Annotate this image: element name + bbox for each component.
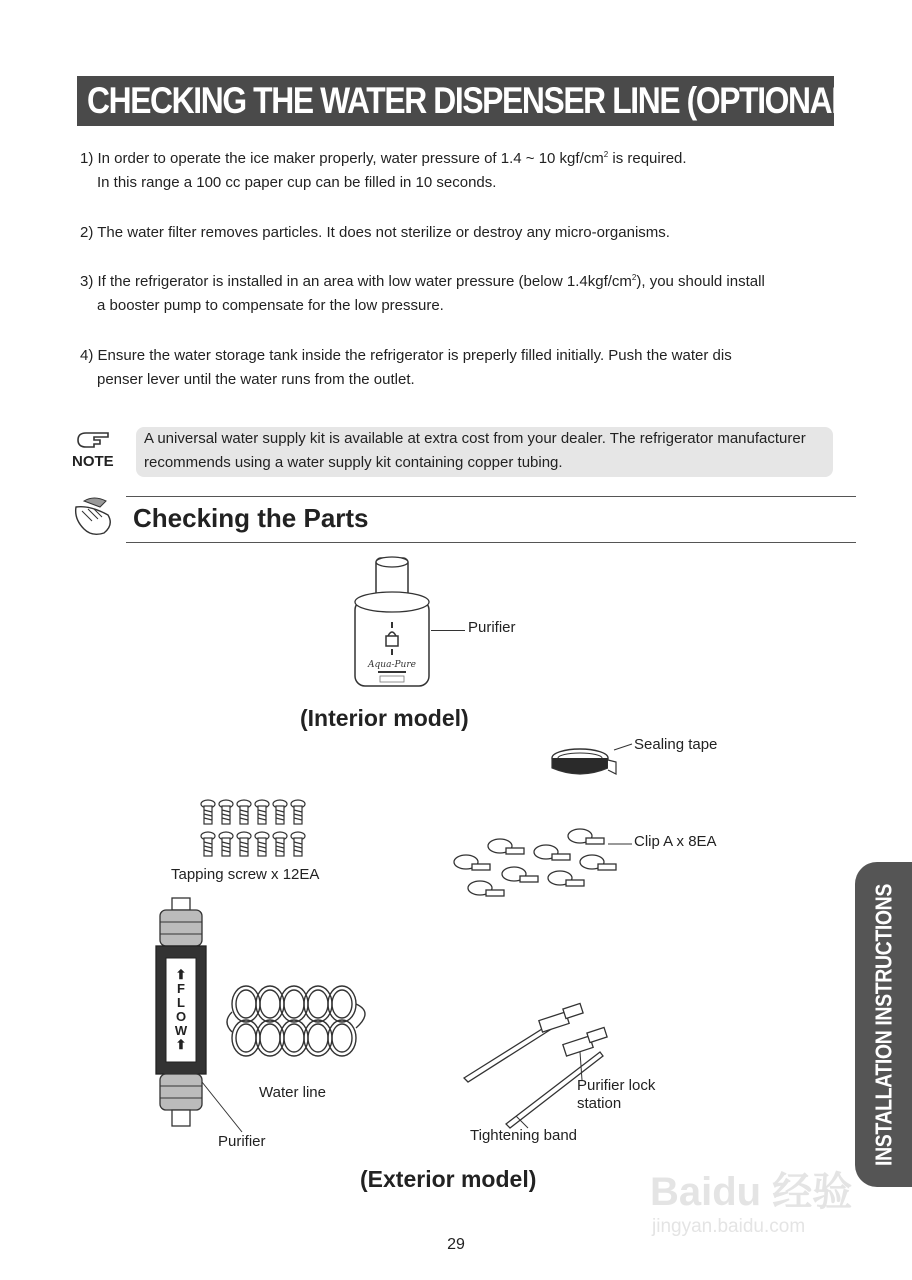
flow-letter-w: W xyxy=(174,1023,188,1038)
interior-purifier-illustration xyxy=(350,552,440,692)
instruction-item-2 xyxy=(80,221,670,245)
side-tab xyxy=(855,862,912,1187)
tapping-screws-illustration xyxy=(198,796,310,862)
page-number: 29 xyxy=(447,1236,465,1253)
section-bottom-rule xyxy=(126,542,856,543)
flow-up-arrow-icon-2: ⬆ xyxy=(175,1037,187,1052)
clip-label: Clip A x 8EA xyxy=(634,833,717,850)
interior-purifier-leader xyxy=(431,630,465,631)
exterior-model-heading: (Exterior model) xyxy=(360,1166,537,1192)
item-1-sup: 2 xyxy=(603,150,609,159)
note-line1: A universal water supply kit is available at extra cost from your dealer. The refrigerator manufacturer xyxy=(144,430,806,447)
flow-letter-o: O xyxy=(175,1009,187,1024)
flow-up-arrow-icon: ⬆ xyxy=(175,967,187,982)
item-2-line1: 2) The water filter removes particles. It does not sterilize or destroy any micro-organisms. xyxy=(80,224,670,241)
section-title: Checking the Parts xyxy=(133,503,369,533)
clips-illustration xyxy=(448,822,623,904)
item-3-sup: 2 xyxy=(631,273,637,282)
instruction-item-1 xyxy=(80,147,687,195)
interior-model-heading: (Interior model) xyxy=(300,705,469,731)
instruction-item-3 xyxy=(80,270,765,318)
interior-purifier-label: Purifier xyxy=(468,619,516,636)
section-top-rule xyxy=(126,496,856,497)
tapping-screw-label: Tapping screw x 12EA xyxy=(171,866,320,883)
exterior-purifier-leader xyxy=(200,1080,250,1136)
item-3-line1-pre: 3) If the refrigerator is installed in an area with low water pressure (below 1.4kgf/cm xyxy=(80,273,632,290)
watermark-url: jingyan.baidu.com xyxy=(652,1216,806,1237)
waving-hand-icon xyxy=(70,493,120,539)
flow-letter-l: L xyxy=(177,995,185,1010)
item-1-line1-pre: 1) In order to operate the ice maker properly, water pressure of 1.4 ~ 10 kgf/cm xyxy=(80,150,604,167)
side-tab-label: INSTALLATION INSTRUCTIONS xyxy=(870,883,896,1166)
instruction-item-4 xyxy=(80,344,732,392)
pointing-hand-icon xyxy=(76,429,112,451)
note-line2: recommends using a water supply kit containing copper tubing. xyxy=(144,454,563,471)
item-1-line1-post: is required. xyxy=(608,150,687,167)
note-box xyxy=(136,427,833,477)
page-title: CHECKING THE WATER DISPENSER LINE (OPTIONAL) xyxy=(87,80,859,121)
page-title-bar xyxy=(77,76,859,126)
item-3-line1-post: ), you should install xyxy=(636,273,765,290)
purifier-brand-text: Aqua-Pure xyxy=(368,660,416,670)
flow-label xyxy=(166,968,196,1052)
watermark-logo: Baidu 经验 xyxy=(650,1170,853,1214)
item-4-line2: penser lever until the water runs from the outlet. xyxy=(97,371,415,388)
lock-station-label-line1: Purifier lock xyxy=(577,1077,656,1094)
note-label: NOTE xyxy=(72,453,114,470)
item-3-line2: a booster pump to compensate for the low pressure. xyxy=(97,297,444,314)
item-4-line1: 4) Ensure the water storage tank inside the refrigerator is preperly filled initially. Push the water dis xyxy=(80,347,732,364)
lock-station-label-line2: station xyxy=(577,1095,622,1112)
tightening-band-label: Tightening band xyxy=(470,1127,578,1144)
sealing-tape-illustration xyxy=(550,738,640,788)
flow-letter-f: F xyxy=(177,981,185,996)
water-line-label: Water line xyxy=(259,1084,326,1101)
item-1-line2: In this range a 100 cc paper cup can be filled in 10 seconds. xyxy=(97,174,497,191)
exterior-purifier-label: Purifier xyxy=(218,1133,266,1150)
sealing-tape-label: Sealing tape xyxy=(634,736,718,753)
water-line-illustration xyxy=(228,982,378,1062)
